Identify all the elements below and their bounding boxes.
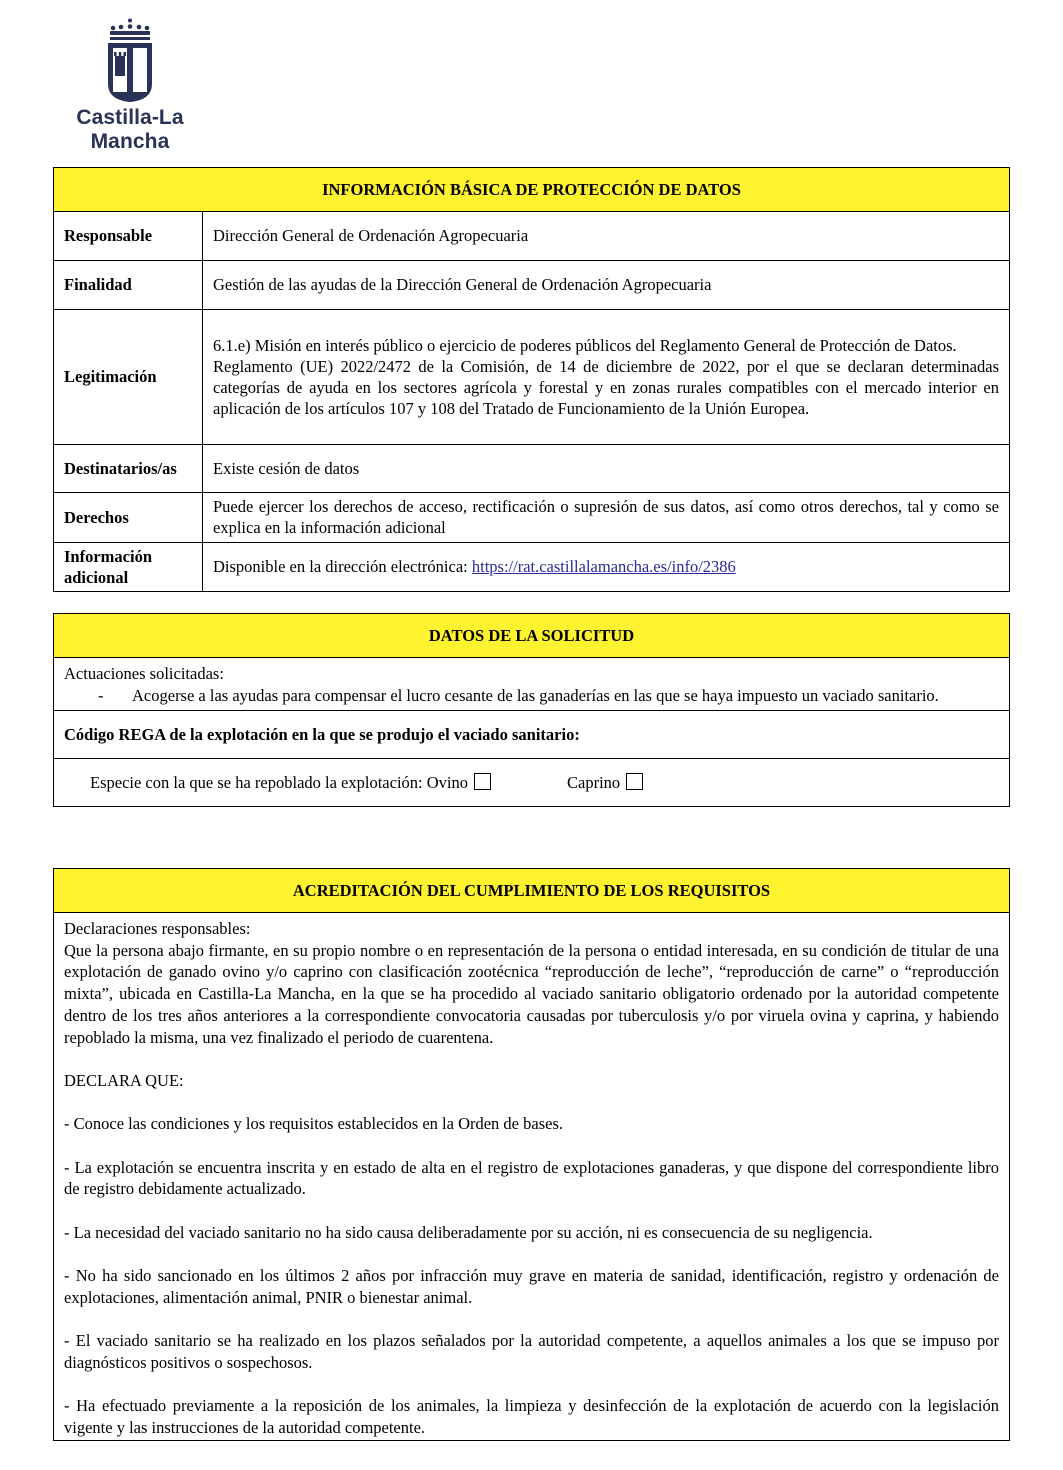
proteccion-datos-section <box>53 167 1010 592</box>
proteccion-datos-table <box>54 212 1009 591</box>
row-value: Puede ejercer los derechos de acceso, rectificación o supresión de sus datos, así como otros derechos, tal y como se explica en la información adicional <box>203 492 1010 542</box>
solicitud-section <box>53 613 1010 807</box>
caprino-checkbox[interactable] <box>626 773 643 790</box>
row-label: Derechos <box>54 492 203 542</box>
solicitud-title: DATOS DE LA SOLICITUD <box>54 614 1009 658</box>
caprino-label: Caprino <box>567 773 621 792</box>
proteccion-datos-title: INFORMACIÓN BÁSICA DE PROTECCIÓN DE DATOS <box>54 168 1009 212</box>
row-value: Existe cesión de datos <box>203 444 1010 492</box>
table-row <box>54 542 1009 591</box>
legitimacion-line-2: Reglamento (UE) 2022/2472 de la Comisión, de 14 de diciembre de 2022, por el que se declaran determinadas categorías de ayuda en los sectores agrícola y forestal y en zonas rurales compatibles con el mercado interior en aplicación de los artículos 107 y 108 del Tratado de Funcionamiento de la Unión Europea. <box>213 356 999 418</box>
declaracion-item: - La necesidad del vaciado sanitario no ha sido causa deliberadamente por su acción, ni es consecuencia de su negligencia. <box>64 1222 873 1242</box>
legitimacion-line-1: 6.1.e) Misión en interés público o ejercicio de poderes públicos del Reglamento General de Protección de Datos. <box>213 335 957 355</box>
especie-label: Especie con la que se ha repoblado la explotación: Ovino <box>90 773 468 792</box>
acreditacion-section <box>53 868 1010 1441</box>
bullet-dash: - <box>98 685 104 705</box>
table-row <box>54 444 1009 492</box>
info-prefix: Disponible en la dirección electrónica: <box>213 557 472 577</box>
rega-label: Código REGA de la explotación en la que se produjo el vaciado sanitario: <box>54 711 1009 759</box>
row-label: Información adicional <box>54 542 203 591</box>
logo <box>40 18 220 153</box>
logo-text: Castilla-La Mancha <box>76 106 184 153</box>
row-value <box>203 309 1010 444</box>
acreditacion-body <box>54 913 1009 1443</box>
row-label: Responsable <box>54 212 203 260</box>
declaracion-item: - No ha sido sancionado en los últimos 2 años por infracción muy grave en materia de sanidad, identificación, registro y ordenación de explotaciones, alimentación animal, PNIR o bienestar animal. <box>64 1266 999 1307</box>
coat-of-arms-icon <box>104 18 156 104</box>
info-adicional-link[interactable]: https://rat.castillalamancha.es/info/2386 <box>471 557 736 577</box>
declaracion-intro: Que la persona abajo firmante, en su propio nombre o en representación de la persona o entidad interesada, en su condición de titular de una explotación de ganado ovino y/o caprino con clasificación zootécnica “reproducción de leche”, “reproducción de carne” o “reproducción mixta”, ubicada en Castilla-La Mancha, en la que se ha procedido al vaciado sanitario obligatorio ordenado por la autoridad competente dentro de los tres años anteriores a la correspondiente convocatoria causadas por tuberculosis y/o por viruela ovina y caprina, y habiendo repoblado la misma, una vez finalizado el periodo de cuarentena. <box>64 940 999 1047</box>
ovino-checkbox[interactable] <box>474 773 491 790</box>
declaracion-item: - Conoce las condiciones y los requisitos establecidos en la Orden de bases. <box>64 1114 563 1134</box>
declaracion-item: - El vaciado sanitario se ha realizado en los plazos señalados por la autoridad competente, a aquellos animales a los que se impuso por diagnósticos positivos o sospechosos. <box>64 1331 999 1372</box>
declaracion-item: - La explotación se encuentra inscrita y en estado de alta en el registro de explotaciones ganaderas, y que dispone del correspondiente libro de registro debidamente actualizado. <box>64 1157 999 1199</box>
especie-row <box>54 759 1009 806</box>
table-row <box>54 212 1009 260</box>
table-row <box>54 260 1009 309</box>
declara-heading: DECLARA QUE: <box>64 1070 184 1090</box>
declaraciones-label: Declaraciones responsables: <box>64 919 251 938</box>
acreditacion-title: ACREDITACIÓN DEL CUMPLIMIENTO DE LOS REQUISITOS <box>54 869 1009 913</box>
table-row <box>54 492 1009 542</box>
row-label: Destinatarios/as <box>54 444 203 492</box>
list-item <box>64 685 999 707</box>
row-label: Legitimación <box>54 309 203 444</box>
actuaciones-block <box>54 658 1009 711</box>
row-value: Gestión de las ayudas de la Dirección General de Ordenación Agropecuaria <box>203 260 1010 309</box>
actuacion-text: Acogerse a las ayudas para compensar el lucro cesante de las ganaderías en las que se haya impuesto un vaciado sanitario. <box>132 685 939 705</box>
row-value <box>203 542 1010 591</box>
row-value: Dirección General de Ordenación Agropecuaria <box>213 226 529 246</box>
actuaciones-label: Actuaciones solicitadas: <box>64 664 224 683</box>
declaracion-item: - Ha efectuado previamente a la reposición de los animales, la limpieza y desinfección de la explotación de acuerdo con la legislación vigente y las instrucciones de la autoridad competente. <box>64 1396 999 1438</box>
row-label: Finalidad <box>54 260 203 309</box>
table-row <box>54 309 1009 444</box>
